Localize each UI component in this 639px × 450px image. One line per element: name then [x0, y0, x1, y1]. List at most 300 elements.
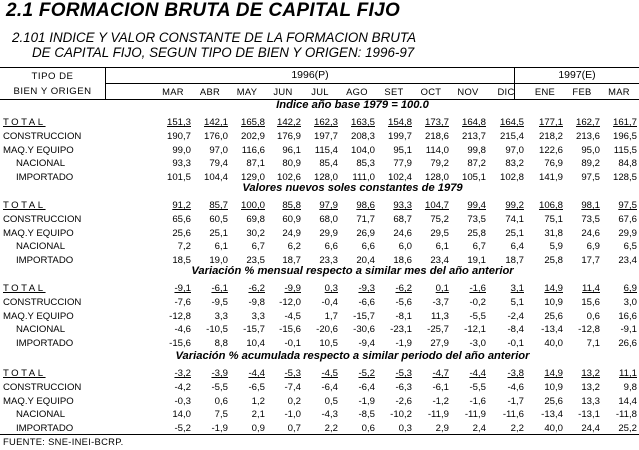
table-cell: 6,2 — [287, 241, 301, 253]
table-cell: 0,7 — [287, 423, 301, 435]
table-cell: 7,2 — [177, 241, 191, 253]
month-header: MAR — [608, 86, 630, 97]
table-cell: 67,6 — [618, 213, 637, 225]
table-cell: 128,5 — [612, 172, 637, 184]
table-cell: 23,4 — [430, 255, 449, 267]
table-cell: 5,1 — [510, 296, 524, 308]
table-cell: -1,7 — [507, 395, 524, 407]
table-cell: 2,2 — [510, 423, 524, 435]
column-header-label-line-2: BIEN Y ORIGEN — [13, 86, 92, 97]
table-cell: 161,7 — [612, 117, 637, 128]
table-cell: -5,5 — [211, 381, 228, 393]
table-cell: -0,2 — [469, 296, 486, 308]
table-cell: 25,2 — [618, 423, 637, 435]
table-cell: 0,3 — [398, 423, 412, 435]
document-title: 2.1 FORMACION BRUTA DE CAPITAL FIJO — [6, 0, 401, 21]
table-cell: 73,5 — [467, 213, 486, 225]
table-cell: 60,5 — [209, 213, 228, 225]
table-cell: 116,6 — [241, 144, 265, 156]
row-label: IMPORTADO — [16, 172, 74, 184]
table-cell: 74,1 — [505, 213, 524, 225]
table-cell: -4,4 — [248, 368, 265, 379]
row-label: NACIONAL — [16, 241, 66, 253]
table-cell: -3,8 — [507, 368, 524, 379]
table-cell: 79,2 — [430, 158, 449, 170]
table-cell: 218,6 — [424, 130, 449, 142]
section-title: Indice año base 1979 = 100.0 — [276, 99, 429, 111]
table-cell: 65,6 — [172, 213, 191, 225]
table-subtitle-line-1: 2.101 INDICE Y VALOR CONSTANTE DE LA FORMACION BRUTA — [12, 30, 417, 45]
table-cell: 165,8 — [240, 117, 265, 128]
table-cell: -5,2 — [358, 368, 375, 379]
table-cell: 0,6 — [361, 423, 375, 435]
table-cell: -13,4 — [541, 324, 563, 336]
table-cell: 75,2 — [430, 213, 449, 225]
table-cell: 6,5 — [623, 241, 637, 253]
table-cell: 111,0 — [352, 172, 375, 184]
row-label: CONSTRUCCION — [3, 381, 82, 393]
table-cell: -3,7 — [432, 296, 449, 308]
table-cell: 25,6 — [544, 310, 563, 322]
row-label: NACIONAL — [16, 409, 66, 421]
section-title: Valores nuevos soles constantes de 1979 — [242, 182, 463, 194]
table-cell: 6,1 — [214, 241, 228, 253]
table-cell: -9,3 — [358, 283, 375, 294]
table-cell: -5,5 — [469, 381, 486, 393]
year-header-1997: 1997(E) — [558, 69, 596, 81]
table-cell: 87,2 — [467, 158, 486, 170]
table-cell: -11,9 — [427, 409, 449, 421]
table-cell: 0,6 — [214, 395, 228, 407]
table-cell: 96,1 — [282, 144, 301, 156]
table-cell: -0,3 — [174, 395, 191, 407]
table-cell: 68,0 — [319, 213, 338, 225]
month-header: ABR — [199, 86, 221, 97]
table-cell: -12,8 — [578, 324, 600, 336]
month-header: SET — [384, 86, 404, 97]
table-cell: 218,2 — [538, 130, 563, 142]
section-title: Variación % mensual respecto a similar mes del año anterior — [191, 265, 514, 277]
table-cell: 24,6 — [581, 227, 600, 239]
table-cell: 18,6 — [393, 255, 412, 267]
table-cell: -15,7 — [353, 310, 375, 322]
table-cell: 154,8 — [387, 117, 412, 128]
table-cell: 95,1 — [393, 144, 412, 156]
table-cell: -1,2 — [432, 395, 449, 407]
table-cell: -6,3 — [395, 381, 412, 393]
table-cell: 6,1 — [435, 241, 449, 253]
table-cell: -2,4 — [507, 310, 524, 322]
table-cell: -4,5 — [284, 310, 301, 322]
table-cell: 2,1 — [251, 409, 265, 421]
table-cell: 176,9 — [276, 130, 301, 142]
table-cell: -6,2 — [248, 283, 265, 294]
table-cell: 14,9 — [544, 368, 563, 379]
table-cell: 10,5 — [319, 338, 338, 350]
total-row-label: TOTAL — [3, 117, 46, 128]
table-cell: 129,0 — [240, 172, 265, 184]
table-cell: 104,7 — [424, 200, 449, 211]
table-cell: 13,2 — [581, 368, 600, 379]
row-label: IMPORTADO — [16, 423, 74, 435]
table-cell: 10,4 — [246, 338, 265, 350]
table-cell: 164,8 — [461, 117, 486, 128]
table-cell: -4,4 — [469, 368, 486, 379]
table-cell: 6,4 — [510, 241, 524, 253]
table-cell: 7,1 — [586, 338, 600, 350]
table-cell: -3,2 — [174, 368, 191, 379]
table-cell: 1,2 — [251, 395, 265, 407]
row-label: MAQ.Y EQUIPO — [3, 310, 74, 322]
table-cell: 213,6 — [575, 130, 600, 142]
table-cell: -15,6 — [279, 324, 301, 336]
table-cell: -11,6 — [502, 409, 524, 421]
total-row-label: TOTAL — [3, 283, 46, 294]
table-cell: 142,2 — [276, 117, 301, 128]
table-cell: -4,5 — [321, 368, 338, 379]
table-cell: 16,6 — [618, 310, 637, 322]
table-cell: 23,5 — [246, 255, 265, 267]
table-cell: -23,1 — [390, 324, 412, 336]
table-cell: -4,6 — [507, 381, 524, 393]
table-cell: 6,7 — [472, 241, 486, 253]
table-cell: -6,4 — [358, 381, 375, 393]
table-cell: 60,9 — [282, 213, 301, 225]
table-cell: 14,0 — [172, 409, 191, 421]
table-cell: 164,5 — [499, 117, 524, 128]
table-cell: 100,0 — [240, 200, 265, 211]
table-cell: -6,5 — [248, 381, 265, 393]
table-cell: -9,5 — [211, 296, 228, 308]
table-cell: 197,7 — [313, 130, 338, 142]
table-cell: 3,3 — [214, 310, 228, 322]
table-cell: 73,5 — [581, 213, 600, 225]
month-header: MAR — [162, 86, 184, 97]
table-cell: -6,1 — [432, 381, 449, 393]
table-cell: 19,0 — [209, 255, 228, 267]
month-header: MAY — [236, 86, 258, 97]
table-cell: -15,6 — [169, 338, 191, 350]
table-cell: 17,7 — [581, 255, 600, 267]
table-cell: 25,6 — [544, 395, 563, 407]
table-cell: 9,8 — [623, 381, 637, 393]
table-cell: 97,5 — [581, 172, 600, 184]
table-bottom-rule — [0, 434, 639, 435]
table-cell: 190,7 — [166, 130, 191, 142]
table-cell: -3,0 — [469, 338, 486, 350]
table-cell: -3,9 — [211, 368, 228, 379]
table-cell: 13,2 — [581, 381, 600, 393]
table-cell: 163,5 — [350, 117, 375, 128]
table-cell: 89,2 — [581, 158, 600, 170]
section-title: Variación % acumulada respecto a similar periodo del año anterior — [175, 350, 530, 362]
table-cell: 11,1 — [619, 368, 637, 379]
table-cell: 29,5 — [430, 227, 449, 239]
table-cell: 26,9 — [356, 227, 375, 239]
table-cell: -15,7 — [243, 324, 265, 336]
year-header-1996: 1996(P) — [291, 69, 329, 81]
table-cell: -6,6 — [358, 296, 375, 308]
row-label: CONSTRUCCION — [3, 130, 82, 142]
table-cell: 0,5 — [324, 395, 338, 407]
table-cell: 114,0 — [425, 144, 449, 156]
table-cell: 83,2 — [505, 158, 524, 170]
table-cell: 0,9 — [251, 423, 265, 435]
table-cell: -6,2 — [395, 283, 412, 294]
table-cell: 80,9 — [282, 158, 301, 170]
row-label: CONSTRUCCION — [3, 213, 82, 225]
table-cell: -0,1 — [284, 338, 301, 350]
table-cell: -8,5 — [358, 409, 375, 421]
header-top-rule — [0, 67, 639, 68]
table-cell: -0,1 — [507, 338, 524, 350]
table-cell: 25,1 — [505, 227, 524, 239]
table-cell: 151,3 — [166, 117, 191, 128]
table-cell: 102,8 — [499, 172, 524, 184]
table-cell: 23,3 — [319, 255, 338, 267]
month-header: DIC — [497, 86, 515, 97]
table-cell: -1,9 — [358, 395, 375, 407]
table-cell: 24,6 — [393, 227, 412, 239]
table-cell: -12,1 — [464, 324, 486, 336]
table-cell: -1,6 — [469, 395, 486, 407]
table-cell: 25,1 — [209, 227, 228, 239]
table-cell: 101,5 — [166, 172, 191, 184]
table-cell: 10,9 — [544, 381, 563, 393]
table-cell: -13,1 — [578, 409, 600, 421]
table-cell: 69,8 — [246, 213, 265, 225]
table-cell: -4,3 — [321, 409, 338, 421]
table-cell: 85,3 — [356, 158, 375, 170]
table-cell: 177,1 — [538, 117, 563, 128]
year-underline-1997 — [515, 83, 639, 84]
table-cell: 87,1 — [246, 158, 265, 170]
table-cell: -11,9 — [464, 409, 486, 421]
table-cell: 95,0 — [581, 144, 600, 156]
table-cell: 115,5 — [613, 144, 637, 156]
table-cell: 2,2 — [324, 423, 338, 435]
table-cell: 6,9 — [586, 241, 600, 253]
table-cell: 75,1 — [544, 213, 563, 225]
table-cell: -1,9 — [395, 338, 412, 350]
table-cell: 1,7 — [324, 310, 338, 322]
table-cell: -9,1 — [174, 283, 191, 294]
table-cell: -0,4 — [321, 296, 338, 308]
table-cell: 31,8 — [544, 227, 563, 239]
table-cell: 24,9 — [282, 227, 301, 239]
table-cell: 85,8 — [282, 200, 301, 211]
table-cell: 71,7 — [356, 213, 375, 225]
table-cell: 99,8 — [467, 144, 486, 156]
table-cell: 104,4 — [203, 172, 228, 184]
table-cell: 68,7 — [393, 213, 412, 225]
table-cell: -5,5 — [469, 310, 486, 322]
column-header-label-line-1: TIPO DE — [31, 71, 74, 82]
table-cell: 0,1 — [435, 283, 449, 294]
table-cell: -1,9 — [211, 423, 228, 435]
row-label: IMPORTADO — [16, 255, 74, 267]
table-cell: -9,4 — [358, 338, 375, 350]
table-cell: 199,7 — [387, 130, 412, 142]
table-cell: -4,6 — [174, 324, 191, 336]
table-cell: 84,8 — [618, 158, 637, 170]
table-cell: 93,3 — [172, 158, 191, 170]
source-note: FUENTE: SNE-INEI-BCRP. — [3, 436, 124, 447]
table-cell: 24,4 — [581, 423, 600, 435]
month-header: AGO — [346, 86, 368, 97]
table-cell: 0,2 — [287, 395, 301, 407]
table-cell: 97,5 — [618, 200, 637, 211]
table-cell: 141,9 — [538, 172, 563, 184]
table-cell: -30,6 — [353, 324, 375, 336]
table-cell: -6,4 — [321, 381, 338, 393]
table-cell: 18,7 — [282, 255, 301, 267]
table-cell: 162,7 — [575, 117, 600, 128]
table-cell: -6,1 — [211, 283, 228, 294]
table-cell: 25,6 — [172, 227, 191, 239]
table-cell: 14,9 — [544, 283, 563, 294]
table-cell: 98,1 — [581, 200, 600, 211]
table-cell: -5,3 — [284, 368, 301, 379]
row-label: MAQ.Y EQUIPO — [3, 144, 74, 156]
table-cell: 6,6 — [324, 241, 338, 253]
table-cell: 85,7 — [209, 200, 228, 211]
table-cell: 79,4 — [209, 158, 228, 170]
table-cell: 23,4 — [618, 255, 637, 267]
month-header: OCT — [420, 86, 442, 97]
table-cell: -12,0 — [279, 296, 301, 308]
table-cell: 3,3 — [251, 310, 265, 322]
table-cell: -8,1 — [395, 310, 412, 322]
table-cell: 0,6 — [586, 310, 600, 322]
table-cell: 2,4 — [472, 423, 486, 435]
table-cell: -13,4 — [541, 409, 563, 421]
table-cell: 97,0 — [505, 144, 524, 156]
table-cell: 215,4 — [499, 130, 524, 142]
table-cell: -9,9 — [284, 283, 301, 294]
table-cell: 18,5 — [172, 255, 191, 267]
table-cell: 99,2 — [505, 200, 524, 211]
table-cell: 128,0 — [313, 172, 338, 184]
table-cell: -4,2 — [174, 381, 191, 393]
table-cell: 3,0 — [623, 296, 637, 308]
table-cell: -9,8 — [248, 296, 265, 308]
table-cell: 77,9 — [393, 158, 412, 170]
table-cell: 20,4 — [356, 255, 375, 267]
table-cell: -7,6 — [174, 296, 191, 308]
month-header: JUL — [311, 86, 329, 97]
table-cell: 13,3 — [581, 395, 600, 407]
total-row-label: TOTAL — [3, 200, 46, 211]
table-cell: 142,1 — [203, 117, 228, 128]
table-cell: -7,4 — [284, 381, 301, 393]
table-cell: 19,1 — [467, 255, 486, 267]
table-cell: 122,6 — [538, 144, 563, 156]
month-header: FEB — [572, 86, 592, 97]
year-underline-1996 — [106, 83, 514, 84]
table-cell: 30,2 — [246, 227, 265, 239]
table-cell: 6,6 — [361, 241, 375, 253]
table-cell: -5,3 — [395, 368, 412, 379]
table-cell: 29,9 — [319, 227, 338, 239]
table-cell: -1,6 — [469, 283, 486, 294]
table-cell: 14,4 — [618, 395, 637, 407]
table-cell: 128,0 — [424, 172, 449, 184]
month-header: NOV — [457, 86, 479, 97]
table-cell: 208,3 — [350, 130, 375, 142]
table-cell: -4,7 — [432, 368, 449, 379]
table-cell: -5,2 — [174, 423, 191, 435]
table-cell: 0,3 — [324, 283, 338, 294]
table-cell: -2,6 — [395, 395, 412, 407]
table-cell: 15,6 — [581, 296, 600, 308]
table-cell: 76,9 — [544, 158, 563, 170]
total-row-label: TOTAL — [3, 368, 46, 379]
table-cell: 6,9 — [623, 283, 637, 294]
table-cell: 27,9 — [430, 338, 449, 350]
table-cell: 8,8 — [214, 338, 228, 350]
table-cell: 5,9 — [549, 241, 563, 253]
month-header: JUN — [273, 86, 293, 97]
table-cell: 11,3 — [431, 310, 449, 322]
row-label: IMPORTADO — [16, 338, 74, 350]
table-subtitle-line-2: DE CAPITAL FIJO, SEGUN TIPO DE BIEN Y ORIGEN: 1996-97 — [32, 45, 415, 60]
table-cell: 202,9 — [240, 130, 265, 142]
row-label: CONSTRUCCION — [3, 296, 82, 308]
row-label: NACIONAL — [16, 158, 66, 170]
table-cell: 40,0 — [544, 338, 563, 350]
table-cell: 18,7 — [505, 255, 524, 267]
table-cell: 99,0 — [172, 144, 191, 156]
table-cell: -10,5 — [206, 324, 228, 336]
table-cell: 97,9 — [319, 200, 338, 211]
table-cell: 104,0 — [350, 144, 375, 156]
month-header: ENE — [534, 86, 556, 97]
table-cell: 25,8 — [544, 255, 563, 267]
table-cell: 25,8 — [467, 227, 486, 239]
table-cell: 98,6 — [356, 200, 375, 211]
table-cell: 173,7 — [424, 117, 449, 128]
table-cell: -9,1 — [620, 324, 637, 336]
table-cell: 91,2 — [172, 200, 191, 211]
table-cell: 10,9 — [544, 296, 563, 308]
table-cell: 162,3 — [313, 117, 338, 128]
table-cell: -11,8 — [615, 409, 637, 421]
table-cell: 6,0 — [398, 241, 412, 253]
table-cell: -20,6 — [316, 324, 338, 336]
table-cell: 26,6 — [618, 338, 637, 350]
row-label: MAQ.Y EQUIPO — [3, 395, 74, 407]
table-cell: 213,7 — [461, 130, 486, 142]
table-cell: 11,4 — [582, 283, 600, 294]
table-cell: -10,2 — [390, 409, 412, 421]
table-cell: 2,9 — [435, 423, 449, 435]
table-cell: 196,5 — [612, 130, 637, 142]
table-cell: 6,7 — [251, 241, 265, 253]
table-cell: 85,4 — [319, 158, 338, 170]
table-cell: 105,1 — [461, 172, 486, 184]
table-cell: -5,6 — [395, 296, 412, 308]
row-label: NACIONAL — [16, 324, 66, 336]
table-cell: 99,4 — [467, 200, 486, 211]
table-cell: 102,4 — [387, 172, 412, 184]
table-cell: 176,0 — [203, 130, 228, 142]
table-cell: 102,6 — [276, 172, 301, 184]
table-cell: 3,1 — [510, 283, 524, 294]
table-cell: -1,0 — [284, 409, 301, 421]
table-cell: 40,0 — [544, 423, 563, 435]
table-cell: 115,4 — [314, 144, 338, 156]
